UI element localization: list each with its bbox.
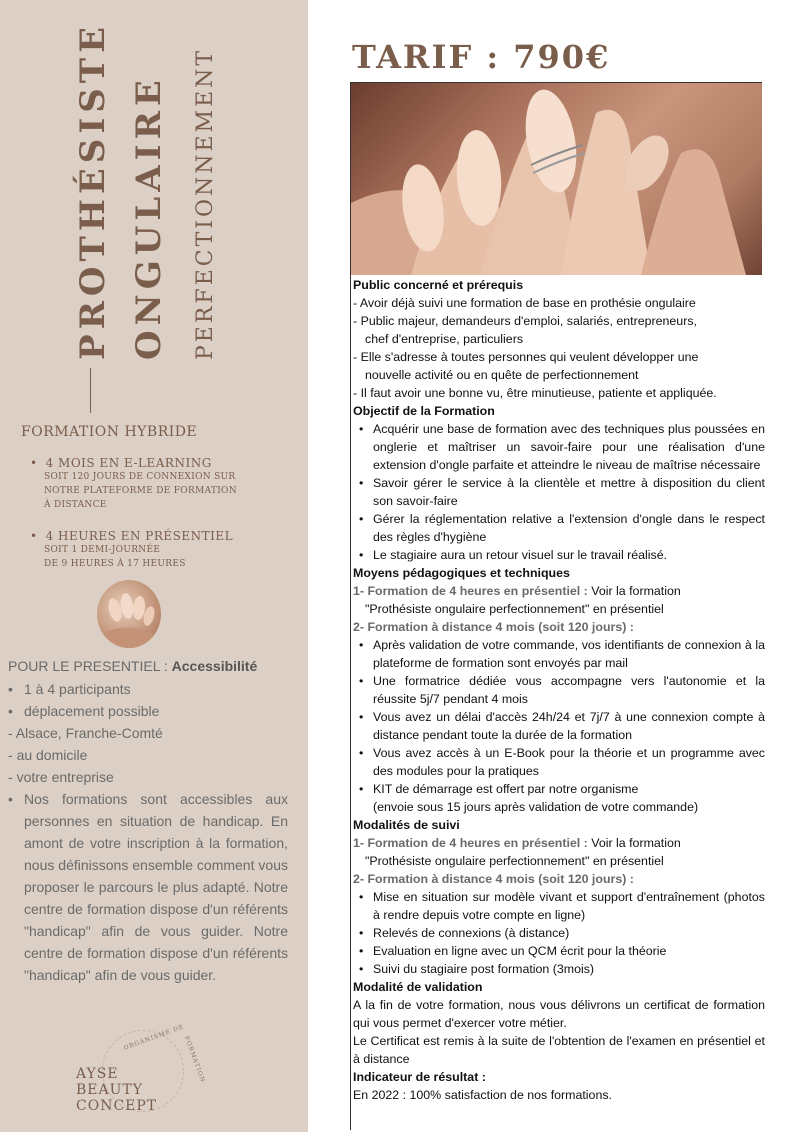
- price-title: TARIF : 790€: [352, 38, 611, 76]
- access-bullet: • déplacement possible: [8, 700, 288, 722]
- list-item: • Après validation de votre commande, vos identifiants de connexion à la plateforme de formation sont envoyés par mail: [353, 636, 765, 672]
- title-divider: [90, 368, 91, 413]
- public-line: - Public majeur, demandeurs d'emploi, salariés, entrepreneurs,: [353, 314, 697, 328]
- list-item: • Gérer la réglementation relative a l'extension d'ongle dans le respect des règles d'hygiène: [353, 510, 765, 546]
- list-item: • Savoir gérer le service à la clientèle et mettre à disposition du client son savoir-faire: [353, 474, 765, 510]
- moyens-mode-1-cont: "Prothésiste ongulaire perfectionnement" en présentiel: [365, 602, 664, 616]
- indicateur-text: En 2022 : 100% satisfaction de nos formations.: [353, 1088, 612, 1102]
- hybrid-item-sub: SOIT 120 JOURS DE CONNEXION SUR NOTRE PLATEFORME DE FORMATION À DISTANCE: [44, 472, 237, 510]
- list-item: • KIT de démarrage est offert par notre organisme: [353, 780, 765, 798]
- suivi-mode-1-cont: "Prothésiste ongulaire perfectionnement" en présentiel: [365, 854, 664, 868]
- moyens-mode-2: 2- Formation à distance 4 mois (soit 120 jours) :: [353, 620, 634, 634]
- list-item: • Evaluation en ligne avec un QCM écrit pour la théorie: [353, 942, 765, 960]
- public-line: nouvelle activité ou en quête de perfectionnement: [365, 368, 639, 382]
- nails-photo: [351, 83, 762, 275]
- list-item: • Mise en situation sur modèle vivant et support d'entraînement (photos à rendre depuis votre compte en ligne): [353, 888, 765, 924]
- public-line: - Elle s'adresse à toutes personnes qui veulent développer une: [353, 350, 699, 364]
- nails-thumbnail-art: [97, 580, 161, 648]
- list-item: • Vous avez accès à un E-Book pour la théorie et un programme avec des modules pour la pratiques: [353, 744, 765, 780]
- hybrid-item-heading: • 4 MOIS EN E-LEARNING: [30, 456, 237, 470]
- logo-arc-text: ORGANISME DE: [122, 1023, 186, 1052]
- left-panel: [0, 0, 308, 1132]
- section-title-moyens: Moyens pédagogiques et techniques: [353, 566, 570, 580]
- validation-paragraph: A la fin de votre formation, nous vous délivrons un certificat de formation qui vous permet d'exercer votre métier.: [353, 998, 765, 1030]
- accessibility-heading: POUR LE PRESENTIEL : Accessibilité: [8, 658, 258, 674]
- suivi-mode-1: 1- Formation de 4 heures en présentiel : Voir la formation: [353, 836, 681, 850]
- section-title-validation: Modalité de validation: [353, 980, 483, 994]
- suivi-mode-2: 2- Formation à distance 4 mois (soit 120 jours) :: [353, 872, 634, 886]
- logo-line: CONCEPT: [76, 1098, 158, 1114]
- public-line: - Il faut avoir une bonne vu, être minutieuse, patiente et appliquée.: [353, 386, 717, 400]
- objectif-list: [353, 420, 765, 564]
- public-line: chef d'entreprise, particuliers: [365, 332, 524, 346]
- handicap-paragraph: • Nos formations sont accessibles aux personnes en situation de handicap. En amont de votre inscription à la formation, nous définissons ensemble comment vous proposer le parcours le plus adapté. Notre centre de formation dispose d'un référents "handicap" afin de vous guider. Notre centre de formation dispose d'un référents "handicap" afin de vous guider.: [8, 788, 288, 986]
- hybrid-item-elearning: [30, 456, 237, 512]
- list-item: • Acquérir une base de formation avec des techniques plus poussées en onglerie et maîtriser un savoir-faire pour une réalisation d'une extension d'ongle parfaite et atteindre le niveau de maîtrise nécessaire: [353, 420, 765, 474]
- list-item: • Le stagiaire aura un retour visuel sur le travail réalisé.: [353, 546, 765, 564]
- hybrid-title: FORMATION HYBRIDE: [21, 424, 198, 440]
- logo-line: BEAUTY: [76, 1082, 143, 1098]
- brand-logo: [70, 1023, 207, 1120]
- access-dash: - au domicile: [8, 744, 288, 766]
- hybrid-item-sub: SOIT 1 DEMI-JOURNÉE DE 9 HEURES À 17 HEURES: [44, 545, 186, 569]
- section-title-public: Public concerné et prérequis: [353, 278, 524, 292]
- moyens-list: [353, 636, 765, 798]
- nails-photo-art: [351, 83, 762, 275]
- list-item: • Une formatrice dédiée vous accompagne vers l'autonomie et la réussite 5j/7 pendant 4 mois: [353, 672, 765, 708]
- hybrid-item-heading: • 4 HEURES EN PRÉSENTIEL: [30, 529, 233, 543]
- validation-paragraph: Le Certificat est remis à la suite de l'obtention de l'examen en présentiel et à distance: [353, 1034, 765, 1066]
- title-line-1: PROTHÉSISTE: [73, 21, 113, 360]
- moyens-mode-1: 1- Formation de 4 heures en présentiel : Voir la formation: [353, 584, 681, 598]
- logo-arc-text: FORMATION: [182, 1035, 207, 1084]
- nails-thumbnail: [97, 580, 161, 648]
- list-item: • Suivi du stagiaire post formation (3mois): [353, 960, 765, 978]
- accessibility-section: [8, 658, 288, 986]
- logo-line: AYSE: [76, 1066, 119, 1082]
- access-dash: - Alsace, Franche-Comté: [8, 722, 288, 744]
- hybrid-item-presentiel: [30, 529, 233, 571]
- list-item: • Relevés de connexions (à distance): [353, 924, 765, 942]
- section-title-objectif: Objectif de la Formation: [353, 404, 495, 418]
- vertical-title: [73, 20, 228, 360]
- program-content: [353, 276, 765, 1104]
- list-item: • Vous avez un délai d'accès 24h/24 et 7j/7 à une connexion compte à distance pendant toute la durée de la formation: [353, 708, 765, 744]
- suivi-list: [353, 888, 765, 978]
- title-line-2: ONGULAIRE: [129, 75, 169, 360]
- title-line-3: PERFECTIONNEMENT: [193, 47, 218, 360]
- section-title-indicateur: Indicateur de résultat :: [353, 1070, 486, 1084]
- access-bullet: • 1 à 4 participants: [8, 678, 288, 700]
- access-dash: - votre entreprise: [8, 766, 288, 788]
- section-title-suivi: Modalités de suivi: [353, 818, 460, 832]
- kit-note: (envoie sous 15 jours après validation de votre commande): [373, 800, 699, 814]
- public-line: - Avoir déjà suivi une formation de base en prothésie ongulaire: [353, 296, 696, 310]
